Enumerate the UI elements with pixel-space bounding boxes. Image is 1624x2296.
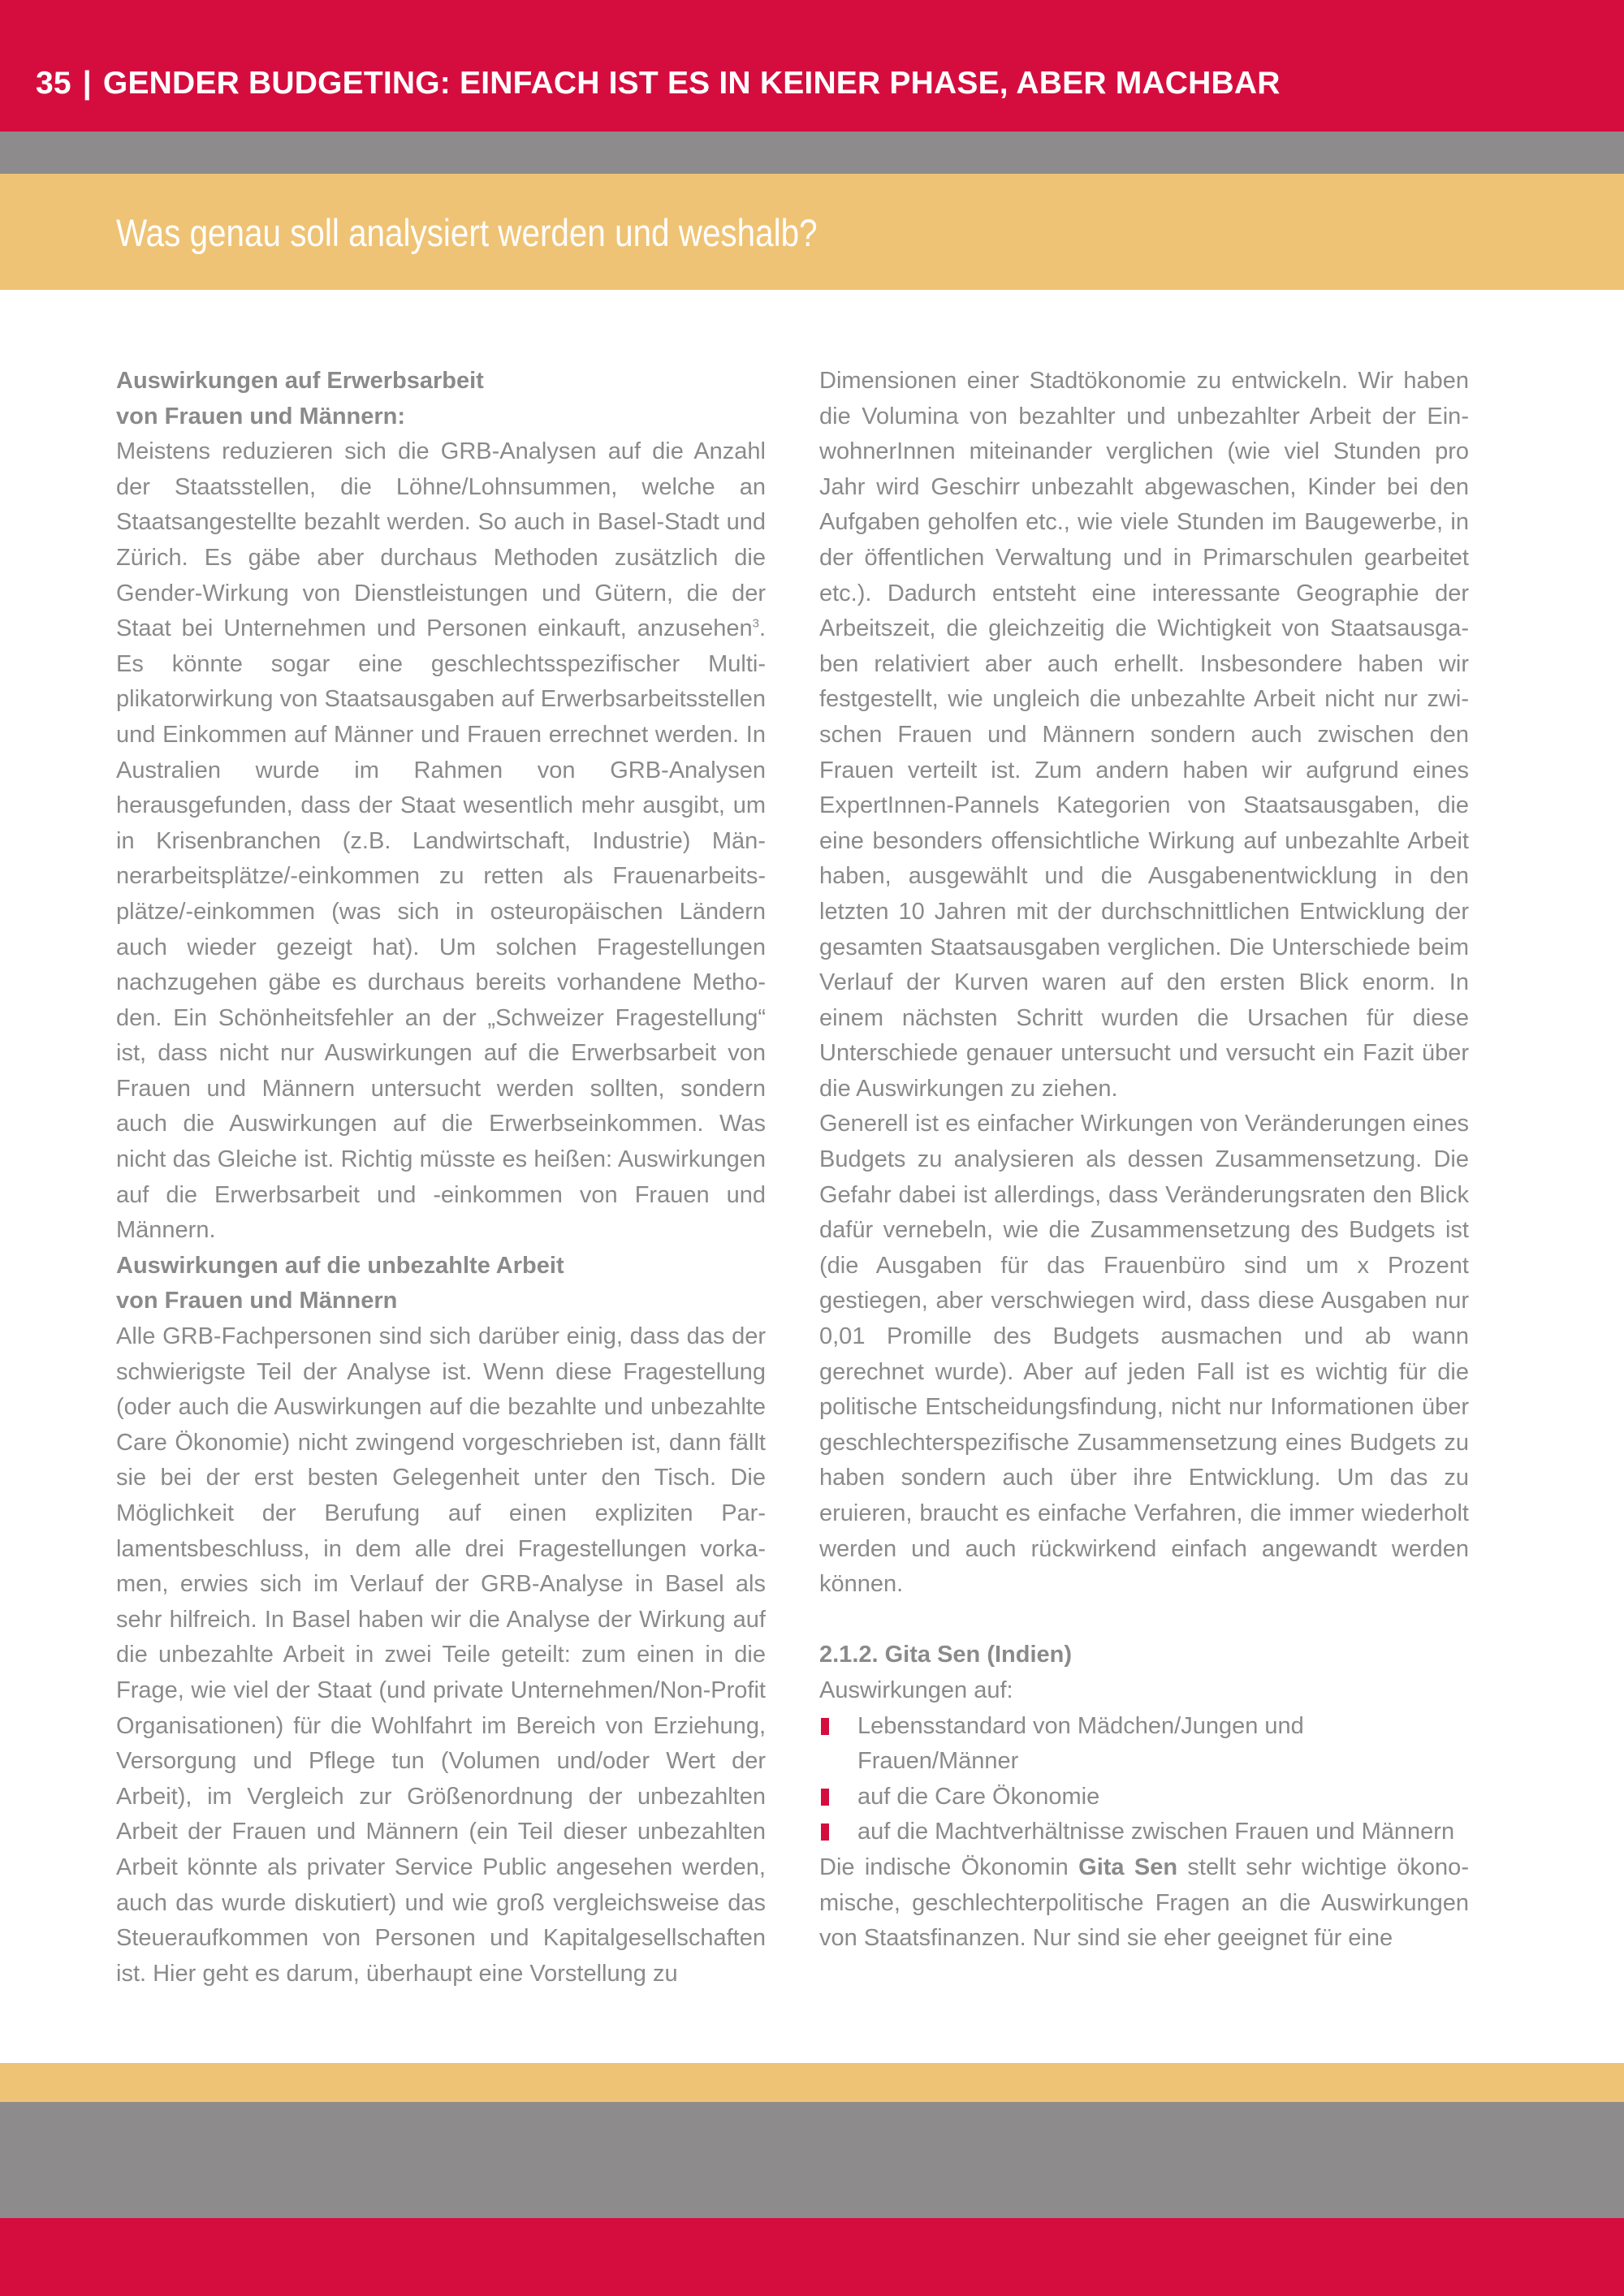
- spacer: [819, 1603, 1469, 1638]
- list-item-text: auf die Machtverhältnisse zwischen Frauen und Männern: [857, 1819, 1455, 1845]
- section-title: Was genau soll analysiert werden und weshalb?: [116, 211, 818, 254]
- list-item-text: auf die Care Ökonomie: [857, 1783, 1100, 1810]
- author-name: Gita Sen: [1078, 1854, 1178, 1880]
- paragraph: [116, 434, 766, 1249]
- list-item: [819, 1709, 1469, 1780]
- running-header: [36, 63, 1281, 104]
- list-intro: Auswirkungen auf:: [819, 1677, 1013, 1703]
- subheading-line: Auswirkungen auf die unbezahlte Arbeit: [116, 1252, 564, 1279]
- subheading-erwerbsarbeit: [116, 364, 766, 434]
- paragraph: Generell ist es einfacher Wirkungen von Veränderungen eines Budgets zu analysieren als dessen Zusammensetzung. Die Gefahr dabei ist allerdings, dass Veränderungsraten den Blick dafür vernebeln, wie die Zusammensetzung des Budgets ist (die Ausgaben für das Frauenbüro sind um x Prozent gestiegen, aber verschwiegen wird, dass diese Ausgaben nur 0,01 Promille des Budgets ausmachen und ab wann gerechnet wurde). Aber auf jeden Fall ist es wichtig für die politische Entscheidungsfindung, nicht nur Informationen über geschlechterspezifische Zusammensetzung eines Budgets zu haben sondern auch über ihre Entwicklung. Um das zu eruieren, braucht es einfache Verfahren, die immer wiederholt werden und auch rückwirkend einfach angewandt werden können.: [819, 1111, 1469, 1598]
- paragraph: [819, 1850, 1469, 1957]
- left-column: [116, 364, 766, 1992]
- header-band-grey: [0, 132, 1624, 174]
- list-item: [819, 1815, 1469, 1850]
- footer-band-red: [0, 2218, 1624, 2296]
- text-run: . Es könnte sogar eine geschlechtsspezifischer Multiplikatorwirkung von Staatsausgaben auf Erwerbsarbeitsstellen und Einkommen auf Männer und Frauen errechnet werden. In Australien wurde im Rahmen von GRB-Analysen herausgefunden, dass der Staat wesentlich mehr ausgibt, um in Krisenbranchen (z.B. Landwirtschaft, Industrie) Männerarbeitsplätze/-einkommen zu retten als Frauenarbeitsplätze/-einkommen (was sich in osteuropäischen Ländern auch wieder gezeigt hat). Um solchen Fragestellungen nachzugehen gäbe es durchaus bereits vorhandene Methoden. Ein Schönheitsfehler an der „Schweizer Fragestellung“ ist, dass nicht nur Auswirkungen auf die Erwerbsarbeit von Frauen und Männern untersucht werden sollten, sondern auch die Auswirkungen auf die Erwerbseinkommen. Was nicht das Gleiche ist. Richtig müsste es heißen: Auswirkungen auf die Erwerbsarbeit und -einkommen von Frauen und Männern.: [116, 615, 766, 1244]
- text-run: Meistens reduzieren sich die GRB-Analysen auf die Anzahl der Staatsstellen, die Löhne/Lohnsummen, welche an Staatsangestellte bezahlt werden. So auch in Basel-Stadt und Zürich. Es gäbe aber durchaus Methoden zusätzlich die Gender-Wirkung von Dienstleistungen und Gütern, die der Staat bei Unternehmen und Personen einkauft, anzusehen: [116, 438, 766, 642]
- bullet-marker-icon: [821, 1789, 829, 1806]
- text-run: Die indische Ökonomin: [819, 1854, 1079, 1880]
- right-column: [819, 364, 1469, 1957]
- bullet-list: [819, 1709, 1469, 1850]
- subheading-gita-sen: 2.1.2. Gita Sen (Indien): [819, 1642, 1073, 1668]
- footer-band-grey: [0, 2102, 1624, 2218]
- bullet-marker-icon: [821, 1823, 829, 1841]
- subheading-line: Auswirkungen auf Erwerbsarbeit: [116, 368, 484, 394]
- subheading-line: von Frauen und Männern:: [116, 403, 406, 429]
- header-title: GENDER BUDGETING: EINFACH IST ES IN KEINER PHASE, ABER MACHBAR: [102, 66, 1281, 101]
- paragraph: Dimensionen einer Stadtökonomie zu entwickeln. Wir haben die Volumina von bezahlter und unbezahlter Arbeit der EinwohnerInnen miteinander verglichen (wie viel Stunden pro Jahr wird Geschirr unbezahlt abgewaschen, Kinder bei den Aufgaben geholfen etc., wie viele Stunden im Baugewerbe, in der öffentlichen Verwaltung und in Primarschulen gearbeitet etc.). Dadurch entsteht eine interessante Geographie der Arbeitszeit, die gleichzeitig die Wichtigkeit von Staatsausgaben relativiert aber auch erhellt. Insbesondere haben wir festgestellt, wie ungleich die unbezahlte Arbeit nicht nur zwischen Frauen und Männern sondern auch zwischen den Frauen verteilt ist. Zum andern haben wir aufgrund eines ExpertInnen-Pannels Kategorien von Staatsausgaben, die eine besonders offensichtliche Wirkung auf unbezahlte Arbeit haben, ausgewählt und die Ausgabenentwicklung in den letzten 10 Jahren mit der durchschnittlichen Entwicklung der gesamten Staatsausgaben verglichen. Die Unterschiede beim Verlauf der Kurven waren auf den ersten Blick enorm. In einem nächsten Schritt wurden die Ursachen für diese Unterschiede genauer untersucht und versucht ein Fazit über die Auswirkungen zu ziehen.: [819, 368, 1469, 1102]
- footer-band-yellow: [0, 2063, 1624, 2102]
- header-separator: |: [82, 66, 92, 101]
- footnote-reference: 3: [752, 616, 759, 631]
- list-item: [819, 1780, 1469, 1815]
- subheading-line: von Frauen und Männern: [116, 1288, 398, 1314]
- bullet-marker-icon: [821, 1718, 829, 1735]
- paragraph: Alle GRB-Fachpersonen sind sich darüber einig, dass das der schwierigste Teil der Analyse ist. Wenn diese Fragestellung (oder auch die Auswirkungen auf die bezahlte und unbezahlte Care Ökonomie) nicht zwingend vorgeschrieben ist, dann fällt sie bei der erst besten Gelegenheit unter den Tisch. Die Möglichkeit der Berufung auf einen expliziten Parlamentsbeschluss, in dem alle drei Fragestellungen vorkamen, erwies sich im Verlauf der GRB-Analyse in Basel als sehr hilfreich. In Basel haben wir die Analyse der Wirkung auf die unbezahlte Arbeit in zwei Teile geteilt: zum einen in die Frage, wie viel der Staat (und private Unternehmen/Non-Profit Organisationen) für die Wohlfahrt im Bereich von Erziehung, Versorgung und Pflege tun (Volumen und/oder Wert der Arbeit), im Vergleich zur Größenordnung der unbezahlten Arbeit der Frauen und Männern (ein Teil dieser unbezahlten Arbeit könnte als privater Service Public angesehen werden, auch das wurde diskutiert) und wie groß vergleichsweise das Steueraufkommen von Personen und Kapitalgesellschaften ist. Hier geht es darum, überhaupt eine Vorstellung zu: [116, 1323, 766, 1987]
- subheading-unbezahlte-arbeit: [116, 1249, 766, 1319]
- text-run: stellt sehr wichtige ökonomische, geschlechterpolitische Fragen an die Auswirkungen von Staatsfinanzen. Nur sind sie eher geeignet für eine: [819, 1854, 1469, 1952]
- list-item-text: Lebensstandard von Mädchen/Jungen und Frauen/Männer: [857, 1712, 1304, 1775]
- page-number: 35: [36, 66, 71, 101]
